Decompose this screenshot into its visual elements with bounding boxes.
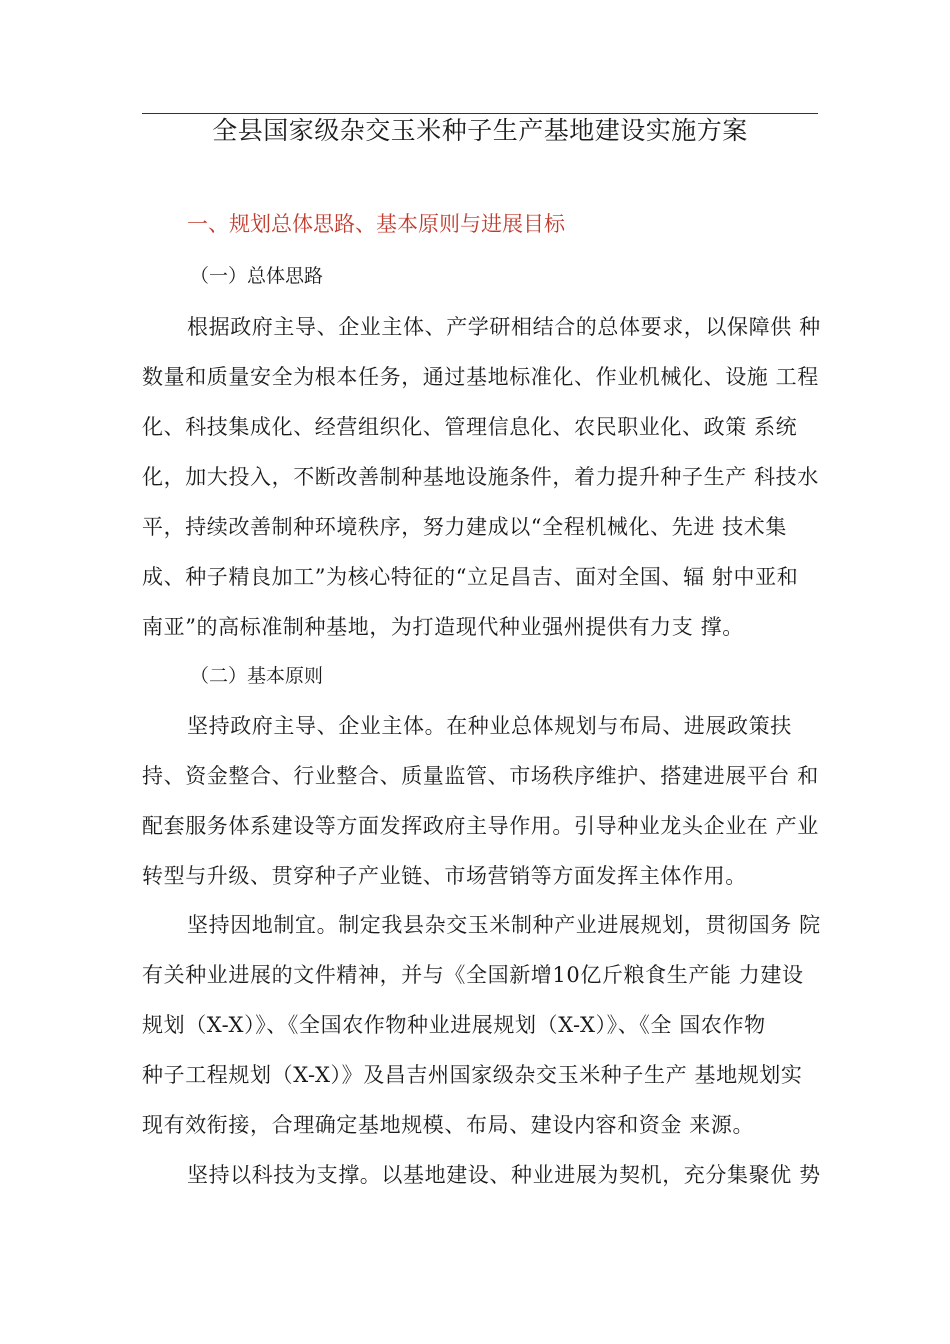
paragraph-line: 坚持因地制宜。制定我县杂交玉米制种产业进展规划，贯彻国务 院 [187,913,821,937]
paragraph-line: 转型与升级、贯穿种子产业链、市场营销等方面发挥主体作用。 [142,864,747,888]
paragraph-line: 根据政府主导、企业主体、产学研相结合的总体要求，以保障供 种 [187,315,821,339]
paragraph-line: 坚持政府主导、企业主体。在种业总体规划与布局、进展政策扶 [187,714,792,738]
paragraph-line: 种子工程规划（X-X）》及昌吉州国家级杂交玉米种子生产 基地规划实 [142,1063,803,1087]
paragraph-line: 化，加大投入，不断改善制种基地设施条件，着力提升种子生产 科技水 [142,465,819,489]
paragraph-line: 现有效衔接，合理确定基地规模、布局、建设内容和资金 来源。 [142,1113,755,1137]
paragraph-line: 有关种业进展的文件精神，并与《全国新增10亿斤粮食生产能 力建设 [142,963,804,987]
paragraph-line: 南亚”的高标准制种基地，为打造现代种业强州提供有力支 撑。 [142,615,744,639]
paragraph-line: 平，持续改善制种环境秩序，努力建成以“全程机械化、先进 技术集 [142,515,788,539]
section-heading-1: 一、规划总体思路、基本原则与进展目标 [187,212,565,236]
subheading-overall-approach: （一）总体思路 [190,265,324,287]
paragraph-line: 坚持以科技为支撑。以基地建设、种业进展为契机，充分集聚优 势 [187,1163,821,1187]
paragraph-line: 配套服务体系建设等方面发挥政府主导作用。引导种业龙头企业在 产业 [142,814,819,838]
paragraph-line: 规划（X-X）》、《全国农作物种业进展规划（X-X）》、《全 国农作物 [142,1013,766,1037]
paragraph-line: 持、资金整合、行业整合、质量监管、市场秩序维护、搭建进展平台 和 [142,764,819,788]
document-title: 全县国家级杂交玉米种子生产基地建设实施方案 [212,116,748,145]
paragraph-line: 数量和质量安全为根本任务，通过基地标准化、作业机械化、设施 工程 [142,365,819,389]
header-rule [142,113,818,114]
paragraph-line: 成、种子精良加工”为核心特征的“立足昌吉、面对全国、辐 射中亚和 [142,565,799,589]
subheading-basic-principles: （二）基本原则 [190,665,324,687]
paragraph-line: 化、科技集成化、经营组织化、管理信息化、农民职业化、政策 系统 [142,415,798,439]
